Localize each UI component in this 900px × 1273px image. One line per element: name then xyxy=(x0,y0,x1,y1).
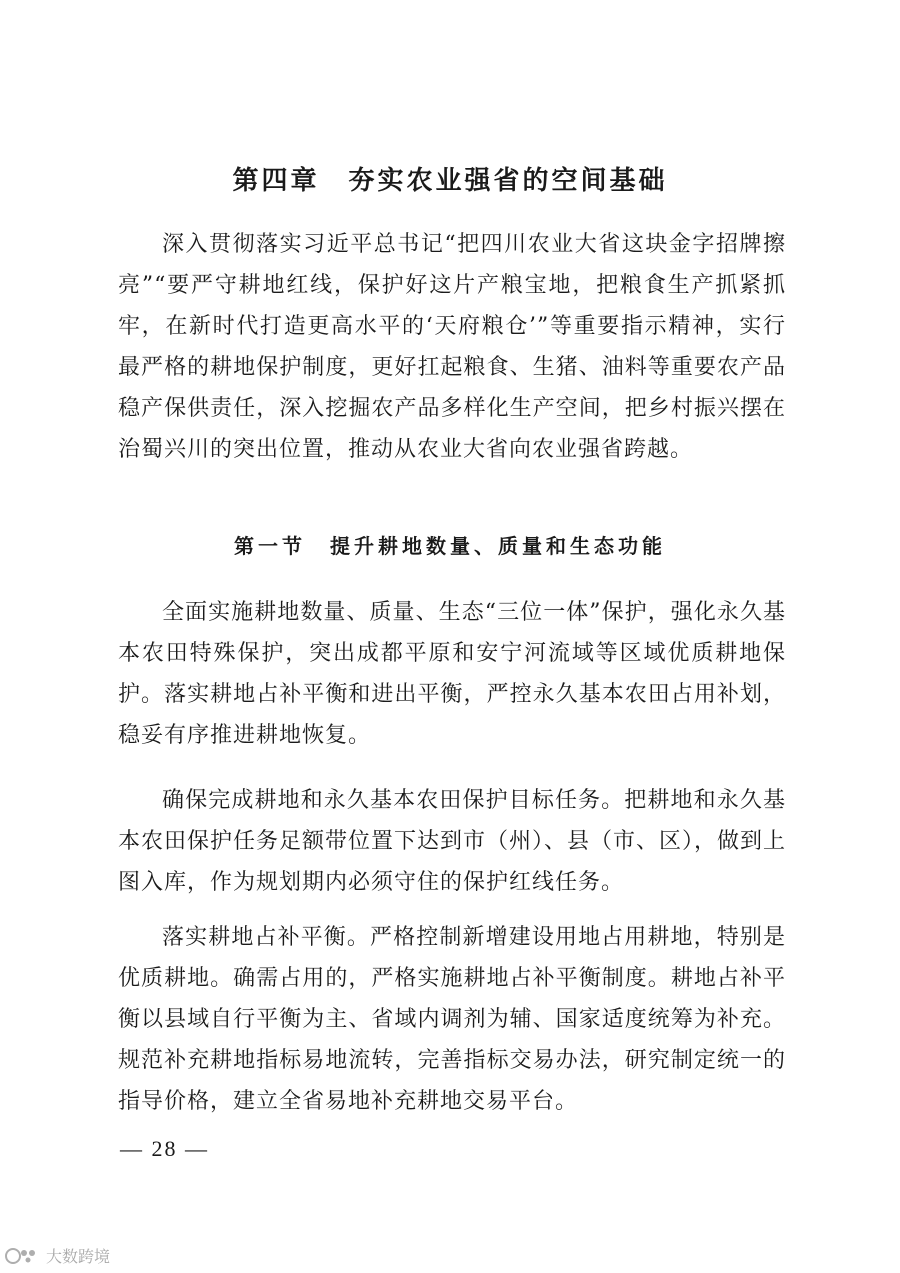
section-paragraph-3: 落实耕地占补平衡。严格控制新增建设用地占用耕地，特别是优质耕地。确需占用的，严格实施耕地占补平衡制度。耕地占补平衡以县域自行平衡为主、省域内调剂为辅、国家适度统筹为补充。规范补充耕地指标易地流转，完善指标交易办法，研究制定统一的指导价格，建立全省易地补充耕地交易平台。 xyxy=(118,925,786,1114)
watermark xyxy=(4,1244,110,1267)
section-paragraph-1: 全面实施耕地数量、质量、生态“三位一体”保护，强化永久基本农田特殊保护，突出成都平原和安宁河流域等区域优质耕地保护。落实耕地占补平衡和进出平衡，严控永久基本农田占用补划，稳妥有序推进耕地恢复。 xyxy=(118,600,786,748)
chapter-title: 第四章 夯实农业强省的空间基础 xyxy=(232,166,668,196)
watermark-text: 大数跨境 xyxy=(46,1247,111,1266)
section-paragraph-2: 确保完成耕地和永久基本农田保护目标任务。把耕地和永久基本农田保护任务足额带位置下达到市（州）、县（市、区），做到上图入库，作为规划期内必须守住的保护红线任务。 xyxy=(118,788,787,895)
brand-logo-icon xyxy=(4,1245,42,1267)
chapter-intro-paragraph: 深入贯彻落实习近平总书记“把四川农业大省这块金字招牌擦亮”“要严守耕地红线，保护好这片产粮宝地，把粮食生产抓紧抓牢，在新时代打造更高水平的‘天府粮仓’”等重要指示精神，实行最严格的耕地保护制度，更好扛起粮食、生猪、油料等重要农产品稳产保供责任，深入挖掘农产品多样化生产空间，把乡村振兴摆在治蜀兴川的突出位置，推动从农业大省向农业强省跨越。 xyxy=(118,232,786,462)
section-title: 第一节 提升耕地数量、质量和生态功能 xyxy=(234,534,666,558)
page-number: — 28 — xyxy=(120,1136,209,1161)
